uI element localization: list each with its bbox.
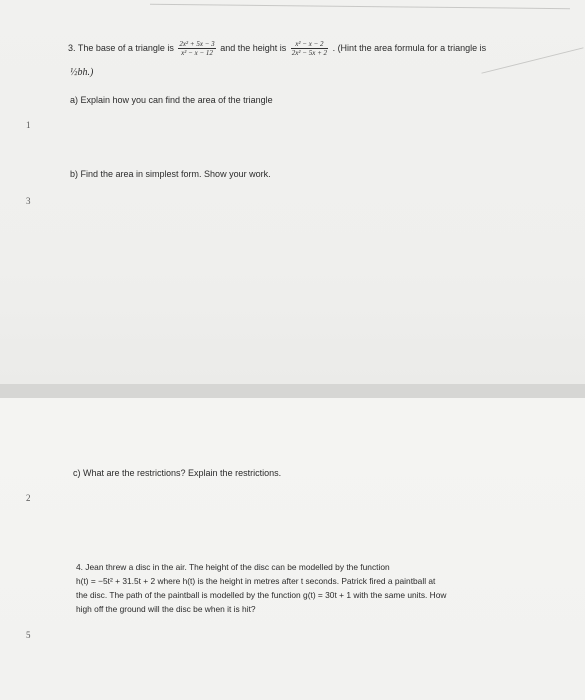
area-formula: ½bh.) <box>70 67 94 78</box>
base-denominator: x² − x − 12 <box>181 49 213 57</box>
q3-part-b: b) Find the area in simplest form. Show your work. <box>70 169 271 179</box>
worksheet-page-bottom <box>0 398 585 700</box>
margin-number: 1 <box>26 120 31 130</box>
margin-number: 5 <box>26 630 31 640</box>
base-fraction <box>178 40 215 57</box>
height-denominator: 2x² − 5x + 2 <box>291 49 328 57</box>
q3-part-c: c) What are the restrictions? Explain the restrictions. <box>73 468 282 478</box>
margin-number: 2 <box>26 493 31 503</box>
q4-line: high off the ground will the disc be when it is hit? <box>76 604 256 614</box>
q4-line: 4. Jean threw a disc in the air. The height of the disc can be modelled by the function <box>76 562 390 572</box>
margin-number: 3 <box>26 196 31 206</box>
q3-hint: . (Hint the area formula for a triangle is <box>332 42 487 53</box>
q3-statement <box>68 40 486 57</box>
q3-intro-a: 3. The base of a triangle is <box>68 42 174 53</box>
q4-paragraph <box>76 560 536 616</box>
height-fraction <box>291 40 328 57</box>
q4-line: the disc. The path of the paintball is modelled by the function g(t) = 30t + 1 with the same units. How <box>76 590 447 600</box>
page-gap <box>0 384 585 398</box>
q3-intro-b: and the height is <box>220 42 287 53</box>
q4-line: h(t) = −5t² + 31.5t + 2 where h(t) is the height in metres after t seconds. Patrick fired a paintball at <box>76 576 436 586</box>
height-numerator: x² − x − 2 <box>291 40 328 49</box>
base-numerator: 2x² + 5x − 3 <box>179 40 215 48</box>
q3-part-a: a) Explain how you can find the area of the triangle <box>70 95 273 105</box>
